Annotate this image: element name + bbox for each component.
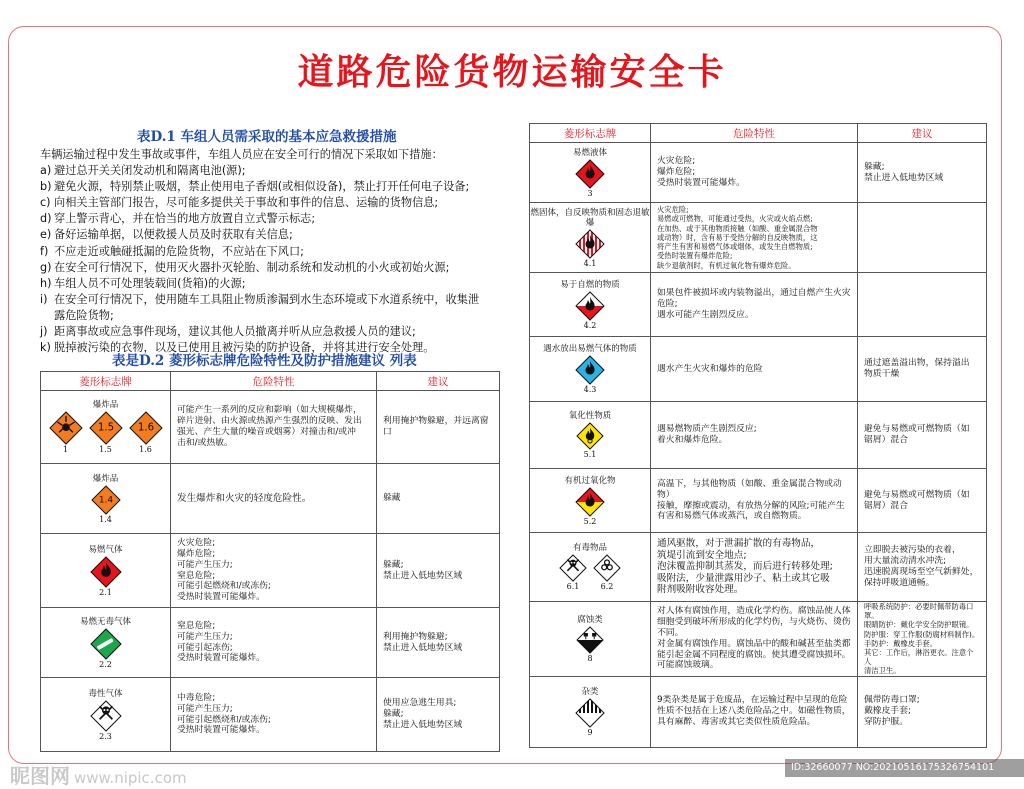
sign-name: 易燃液体 — [572, 147, 607, 158]
advice-line: 躲藏 — [383, 493, 401, 504]
hazard-row — [530, 533, 987, 602]
advice-cell — [377, 608, 500, 678]
sign-cell — [530, 203, 651, 273]
sign-name: 毒性气体 — [88, 688, 123, 699]
hazard-class-label: 1.5 — [99, 445, 112, 454]
diamond-row — [90, 556, 122, 597]
hazard-line: 对人体有腐蚀作用，造成化学灼伤。腐蚀品使人体 — [657, 606, 851, 617]
sign-group — [530, 411, 650, 459]
diamond-row — [575, 698, 605, 737]
hazard-class-label: 6.2 — [600, 582, 614, 591]
hazard-cell — [171, 534, 377, 608]
measure-text: 在安全可行情况下，使用随车工具阻止物质渗漏到水生态环境或下水道系统中，收集泄 — [54, 292, 480, 306]
hazard-line: 着火和爆炸危险。 — [657, 435, 728, 445]
sign-name: 腐蚀类 — [577, 614, 603, 625]
hazard-diamond-icon — [89, 411, 123, 454]
hazard-row — [530, 203, 987, 273]
sign-name: 爆炸品 — [92, 473, 119, 484]
measure-text: 距离事故或应急事件现场，建议其他人员撤离并听从应急救援人员的建议; — [54, 325, 416, 339]
hazard-class-label: 5.1 — [583, 450, 597, 459]
hazard-line: 筑堤引流到安全地点; — [657, 549, 747, 561]
header-sign: 菱形标志牌 — [41, 372, 171, 391]
hazard-cell — [651, 469, 858, 533]
measure-number: j) — [40, 325, 48, 339]
hazard-row — [530, 469, 987, 533]
hazard-cell — [171, 391, 377, 464]
hazard-line: 遇易燃物质产生剧烈反应; — [657, 424, 757, 435]
hazard-line: 碎片迸射、由火源或热源产生强烈的反映、发出 — [177, 416, 362, 427]
hazard-cell — [651, 602, 858, 677]
hazard-line: 遇水产生火灾和爆炸的危险 — [657, 363, 763, 374]
measure-number: e) — [40, 228, 52, 242]
section1-heading: 表D.1 车组人员需采取的基本应急救援措施 — [137, 129, 397, 145]
hazard-diamond-icon — [559, 554, 587, 591]
sign-cell — [41, 391, 171, 464]
hazard-line: 有害和易燃气体或蒸汽，或自燃物质。 — [657, 511, 807, 522]
advice-line: 禁止进入低地势区域 — [383, 719, 463, 730]
hazard-line: 附剂吸附收容处理。 — [657, 584, 744, 596]
hazard-line: 易燃或可燃物，可能通过受热，火灾或火焰点燃; — [657, 214, 813, 224]
diamond-row — [575, 159, 605, 198]
header-advice: 建议 — [858, 124, 987, 143]
sign-cell — [530, 273, 651, 337]
hazard-line: 通风驱散，对于泄漏扩散的有毒物品， — [657, 538, 821, 550]
advice-line: 戴橡皮手套; — [864, 706, 911, 717]
hazard-line: 受热时装置可能爆炸。 — [177, 592, 265, 603]
hazard-line: 高温下，与其他物质（如酸、重金属混合物或动物） — [657, 478, 842, 500]
hazard-class-label: 9 — [587, 727, 593, 737]
hazard-line: 窒息危险; — [177, 570, 216, 581]
advice-line: 穿防护服。 — [864, 717, 908, 728]
sign-name: 有毒物品 — [572, 543, 607, 553]
hazard-cell — [651, 273, 858, 337]
sign-name: 遇水放出易燃气体的物质 — [543, 344, 637, 354]
hazard-row — [530, 143, 987, 203]
advice-line: 眼睛防护：戴化学安全防护眼镜。 — [864, 620, 974, 630]
hazard-cell — [171, 678, 377, 752]
advice-cell — [377, 678, 500, 752]
advice-line: 佩带防毒口罩; — [864, 695, 920, 706]
measure-item — [40, 324, 510, 340]
sign-cell — [530, 469, 651, 533]
measure-number: g) — [40, 260, 52, 274]
advice-line: 通过遮盖溢出物，保持溢出 — [864, 358, 970, 369]
measure-text: 车组人员不可处理装载间(货箱)的火源; — [54, 276, 246, 290]
hazard-line: 可能引起冻伤; — [177, 642, 233, 653]
advice-line: 锯屑）混合 — [864, 500, 908, 511]
diamond-row — [91, 485, 121, 524]
measure-item — [40, 260, 510, 276]
emergency-measures — [40, 147, 510, 356]
hazard-line: 危险; — [657, 299, 678, 310]
svg-text:1.6: 1.6 — [137, 422, 154, 434]
hazard-cell — [651, 402, 858, 469]
hazard-diamond-icon — [129, 411, 163, 454]
sign-group — [41, 545, 170, 597]
hazard-row — [530, 402, 987, 469]
hazard-diamond-icon — [575, 698, 605, 737]
hazard-line: 性质不包括在上述八类危险品之中。如磁性物质， — [657, 706, 851, 717]
sign-cell — [530, 676, 651, 747]
advice-line: 手防护：戴橡皮手套。 — [864, 638, 937, 648]
advice-cell — [858, 143, 987, 203]
measure-item — [40, 195, 510, 211]
diamond-row — [576, 626, 604, 663]
hazard-line: 如果包件被损坏或内装物溢出，通过自燃产生火灾 — [657, 288, 851, 299]
measure-number: f) — [40, 244, 49, 258]
sign-group — [530, 280, 650, 330]
measure-text: 在安全可行情况下，使用灭火器扑灭轮胎、制动系统和发动机的小火或初始火源; — [54, 260, 450, 274]
measure-number: a) — [40, 164, 52, 178]
page-title: 道路危险货物运输安全卡 — [297, 51, 727, 93]
advice-line: 躲藏; — [383, 559, 404, 570]
hazard-row — [41, 464, 500, 534]
sign-group — [41, 689, 170, 741]
hazard-line: 火灾危险; — [177, 538, 216, 549]
sign-cell — [530, 143, 651, 203]
header-hazard: 危险特性 — [651, 124, 858, 143]
hazard-class-label: 1.6 — [139, 445, 152, 454]
hazard-line: 缺少退敏剂时，有机过氧化物有爆炸危险。 — [657, 260, 796, 270]
measure-item — [40, 179, 510, 195]
measure-number: d) — [40, 212, 52, 226]
advice-cell — [377, 534, 500, 608]
hazard-class-label: 1.4 — [99, 514, 112, 524]
hazard-diamond-icon — [90, 628, 122, 669]
hazard-line: 吸附法，少量泄露用沙子、粘土或其它吸 — [657, 572, 830, 584]
hazard-line: 9类杂类是属于危废品，在运输过程中呈现的危险 — [657, 695, 848, 706]
hazard-line: 遇水可能产生剧烈反应。 — [657, 309, 754, 320]
hazard-row — [41, 534, 500, 608]
measures-intro: 车辆运输过程中发生事故或事件，车组人员应在安全可行的情况下采取如下措施： — [40, 148, 443, 161]
hazard-line: 能引起金属不同程度的腐蚀。使其遭受腐蚀损坏。 — [657, 649, 851, 660]
diamond-row — [559, 554, 621, 591]
measure-text: 穿上警示背心，并在恰当的地方放置自立式警示标志; — [54, 212, 316, 226]
hazard-cell — [651, 676, 858, 747]
hazard-class-label: 2.3 — [99, 731, 112, 741]
advice-cell — [858, 203, 987, 273]
diamond-row — [576, 422, 604, 459]
hazard-row — [41, 608, 500, 678]
hazard-diamond-icon — [575, 159, 605, 198]
advice-line: 清洁卫生。 — [864, 666, 901, 676]
measure-item — [40, 227, 510, 243]
measure-number: b) — [40, 180, 52, 194]
hazard-row — [530, 602, 987, 677]
sign-cell — [41, 534, 171, 608]
advice-cell — [377, 464, 500, 534]
measure-list — [40, 163, 510, 356]
hazard-line: 火灾危险; — [657, 156, 696, 167]
measure-number: c) — [40, 196, 51, 210]
watermark-url: www.nipic.com — [74, 769, 187, 787]
hazard-class-label: 3 — [587, 188, 593, 198]
hazard-line: 泡沫覆盖抑制其蒸发，而后进行转移处理; — [657, 561, 833, 573]
sign-cell — [530, 533, 651, 602]
sign-name: 易燃气体 — [88, 544, 123, 555]
advice-line: 利用掩护物躲避; — [383, 631, 448, 642]
sign-cell — [530, 337, 651, 402]
hazard-row — [41, 678, 500, 752]
hazard-diamond-icon — [575, 355, 605, 394]
header-hazard: 危险特性 — [171, 372, 377, 391]
advice-line: 躲藏; — [383, 709, 404, 720]
measure-item — [40, 163, 510, 179]
hazard-cell — [651, 143, 858, 203]
advice-cell — [858, 602, 987, 677]
watermark — [10, 760, 187, 789]
svg-text:1.4: 1.4 — [98, 494, 113, 505]
measure-text: 脱掉被污染的衣物，以及已使用且被污染的防护设备，并将其进行安全处理。 — [54, 341, 435, 355]
advice-line: 避免与易燃或可燃物质（如 — [864, 424, 970, 435]
advice-cell — [858, 469, 987, 533]
hazard-line: 受热时装置可能爆炸。 — [177, 725, 265, 736]
hazard-line: 细胞受到破坏所形成的化学灼伤，与火烧伤、烫伤 — [657, 617, 851, 628]
measure-item — [40, 292, 510, 308]
hazard-line: 可能产生压力; — [177, 631, 233, 642]
measure-item — [40, 211, 510, 227]
hazard-class-label: 4.2 — [583, 320, 597, 330]
hazard-cell — [171, 464, 377, 534]
hazard-cell — [651, 533, 858, 602]
advice-line: 禁止进入低地势区域 — [383, 642, 463, 653]
hazard-line: 受热时装置可能爆炸。 — [657, 177, 745, 188]
hazard-diamond-icon — [575, 487, 605, 526]
advice-line: 呼吸系统防护：必要时佩带防毒口罩。 — [864, 602, 974, 621]
hazard-line: 爆炸危险; — [177, 548, 216, 559]
advice-line: 使用应急逃生用具; — [383, 698, 457, 709]
hazard-cell — [171, 608, 377, 678]
sign-name: 燃固体，自反映物质和固态退敏爆 — [530, 207, 650, 228]
measure-number: k) — [40, 341, 51, 355]
diamond-row — [575, 487, 605, 526]
sign-name: 易于自燃的物质 — [560, 279, 620, 290]
hazard-line: 击和/或热敏。 — [177, 437, 233, 448]
hazard-line: 爆炸危险; — [657, 167, 696, 178]
measure-number: h) — [40, 276, 52, 290]
hazard-class-label: 4.3 — [583, 385, 597, 394]
measure-item — [40, 276, 510, 292]
measure-number: i) — [40, 292, 48, 306]
hazard-diamond-icon — [575, 229, 605, 268]
section2-heading: 表是D.2 菱形标志牌危险特性及防护措施建议 列表 — [112, 353, 417, 369]
sign-group — [530, 148, 650, 198]
hazard-line: 强光、产生大量的噪音或烟雾）对撞击和/或冲 — [177, 427, 356, 437]
measure-text-continued: 露危险货物; — [54, 308, 114, 322]
sign-name: 杂类 — [581, 686, 599, 697]
hazard-line: 可能产生一系列的反应和影响（如大规模爆炸， — [177, 405, 362, 416]
hazard-line: 窒息危险; — [177, 620, 216, 631]
hazard-row — [530, 676, 987, 747]
sign-group — [530, 543, 650, 591]
measure-text: 备好运输单据，以便救援人员及时获取有关信息; — [54, 228, 293, 242]
header-advice: 建议 — [377, 372, 500, 391]
advice-line: 禁止进入低地势区域 — [383, 570, 463, 581]
hazard-diamond-icon — [593, 554, 621, 591]
hazard-line: 发生爆炸和火灾的轻度危险性。 — [177, 492, 312, 504]
watermark-brand: 昵图网 — [10, 764, 70, 788]
hazard-line: 中毒危险; — [177, 692, 216, 703]
advice-line: 躲藏; — [864, 161, 885, 172]
hazard-diamond-icon — [90, 556, 122, 597]
advice-line: 保持呼吸道通畅。 — [864, 577, 935, 588]
hazard-class-label: 1 — [62, 445, 69, 454]
diamond-row — [575, 355, 605, 394]
hazard-line: 可能引起燃烧和/或冻伤; — [177, 581, 271, 592]
sign-group — [530, 615, 650, 663]
hazard-class-label: 6.1 — [566, 582, 580, 591]
hazard-line: 受热时装置有爆炸危险; — [657, 251, 733, 261]
sign-name: 爆炸品 — [92, 400, 119, 410]
hazard-diamond-icon — [575, 291, 605, 330]
sign-group — [41, 617, 170, 669]
sign-group — [530, 344, 650, 394]
diamond-row — [49, 411, 163, 454]
diamond-row — [575, 291, 605, 330]
image-id-bar: ID:32660077 NO:20210516175326754101 — [785, 759, 1024, 777]
left-hazard-table — [40, 371, 500, 752]
measure-text: 不应走近或触碰抵漏的危险货物，不应站在下风口; — [54, 244, 304, 258]
advice-cell — [858, 273, 987, 337]
hazard-line: 将产生有害和易燃气体或烟体，或发生自燃物质; — [657, 242, 813, 252]
hazard-row — [530, 337, 987, 402]
hazard-line: 或动物）时，含有易于受热分解的自反映物质，这 — [657, 232, 818, 242]
sign-name: 有机过氧化物 — [564, 475, 616, 486]
hazard-row — [41, 391, 500, 464]
sign-cell — [41, 678, 171, 752]
hazard-line: 受热时装置可能爆炸。 — [177, 653, 265, 664]
advice-cell — [858, 402, 987, 469]
advice-line: 立即脱去被污染的衣着， — [864, 545, 961, 556]
advice-line: 利用掩护物躲避，并远离窗口 — [383, 416, 489, 437]
hazard-diamond-icon — [576, 626, 604, 663]
sign-cell — [530, 602, 651, 677]
measure-text: 避免火源，特别禁止吸烟，禁止使用电子香烟(或相似设备)，禁止打开任何电子设备; — [54, 180, 470, 194]
hazard-class-label: 4.1 — [583, 258, 597, 268]
hazard-line: 不同。 — [657, 628, 684, 639]
diamond-row — [90, 700, 122, 741]
measure-text: 向相关主管部门报告，尽可能多提供关于事故和事件的信息、运输的货物信息; — [54, 196, 439, 210]
sign-group — [41, 400, 170, 454]
hazard-line: 可能引起燃烧和/或冻伤; — [177, 714, 271, 725]
advice-line: 其它：工作后，淋浴更衣。注意个人 — [864, 648, 974, 667]
right-hazard-table — [529, 123, 987, 748]
advice-line: 锯屑）混合 — [864, 435, 908, 445]
sign-group — [530, 687, 650, 737]
sign-name: 易燃无毒气体 — [79, 616, 131, 627]
advice-line: 物质干燥 — [864, 369, 900, 379]
hazard-class-label: 2.1 — [99, 587, 112, 597]
measure-text: 避过总开关关闭发动机和隔离电池(源); — [54, 164, 246, 178]
advice-line: 用大量流动清水冲洗; — [864, 556, 947, 567]
hazard-diamond-icon — [90, 700, 122, 741]
sign-group — [530, 208, 650, 268]
hazard-row — [530, 273, 987, 337]
hazard-line: 可能腐蚀玻璃。 — [657, 660, 719, 671]
sign-cell — [41, 608, 171, 678]
hazard-class-label: 5.2 — [583, 516, 597, 526]
hazard-diamond-icon — [49, 411, 83, 454]
advice-cell — [377, 391, 500, 464]
hazard-line: 对金属有腐蚀作用。腐蚀品中的酸和碱甚至盐类都 — [657, 638, 851, 649]
diamond-row — [90, 628, 122, 669]
hazard-line: 接触，摩擦或震动，有放热分解的风险;可能产生 — [657, 500, 845, 511]
sign-cell — [530, 402, 651, 469]
advice-line: 防护服：穿工作服(防腐材料制作)。 — [864, 629, 980, 639]
advice-cell — [858, 676, 987, 747]
diamond-row — [575, 229, 605, 268]
sign-name: 氧化性物质 — [568, 411, 612, 421]
advice-cell — [858, 533, 987, 602]
advice-line: 禁止进入低地势区域 — [864, 172, 944, 183]
advice-line: 避免与易燃或可燃物质（如 — [864, 489, 970, 500]
hazard-line: 在加热、或于其他物质接触（如酸、重金属混合物 — [657, 223, 818, 233]
svg-text:1.5: 1.5 — [97, 422, 114, 434]
hazard-line: 可能产生压力; — [177, 703, 233, 714]
sign-cell — [41, 464, 171, 534]
hazard-cell — [651, 203, 858, 273]
hazard-line: 可能产生压力; — [177, 559, 233, 570]
hazard-line: 火灾危险; — [657, 205, 689, 215]
sign-group — [530, 476, 650, 526]
hazard-cell — [651, 337, 858, 402]
measure-item — [40, 244, 510, 260]
hazard-diamond-icon — [91, 485, 121, 524]
sign-group — [41, 474, 170, 524]
advice-cell — [858, 337, 987, 402]
hazard-class-label: 2.2 — [99, 659, 112, 669]
header-sign: 菱形标志牌 — [530, 124, 651, 143]
advice-line: 迅速脱离现场至空气新鲜处， — [864, 567, 979, 577]
hazard-line: 具有麻醉、毒害或其它类似性质危险品。 — [657, 717, 816, 728]
hazard-class-label: 8 — [587, 653, 593, 663]
hazard-diamond-icon — [576, 422, 604, 459]
